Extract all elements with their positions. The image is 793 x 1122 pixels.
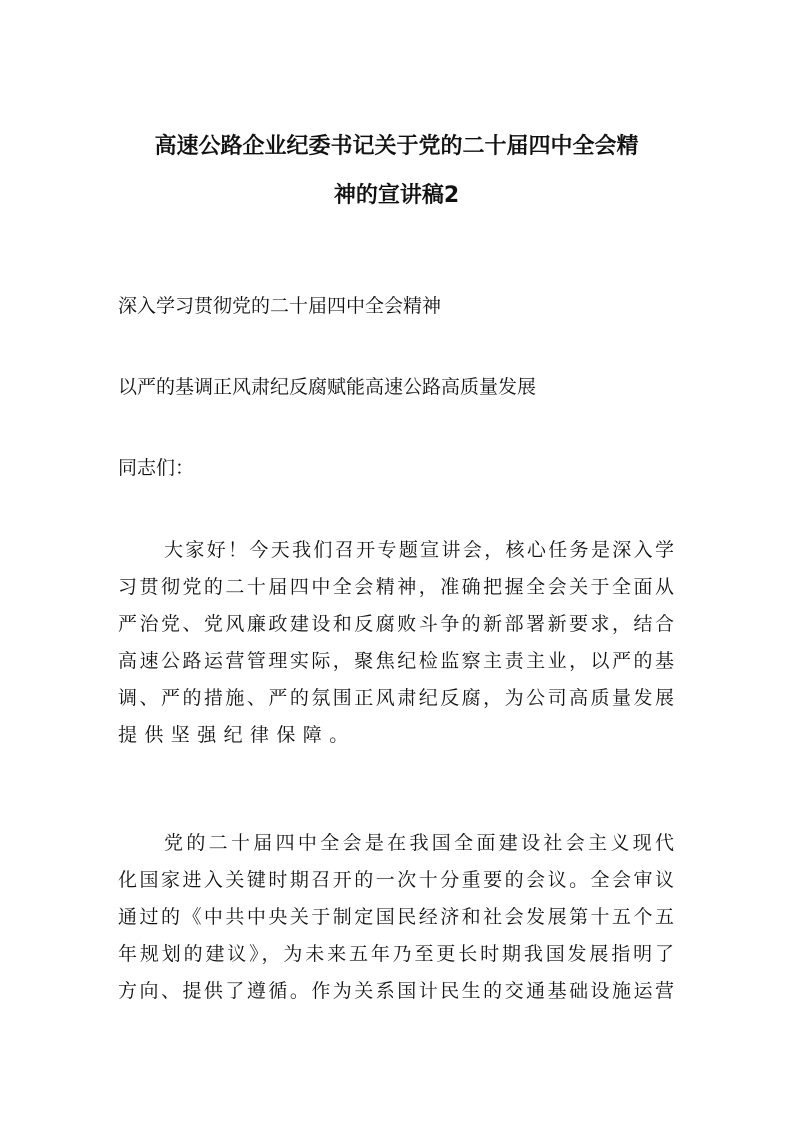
paragraph-line: 年规划的建议》，为未来五年乃至更长时期我国发展指明了 — [118, 943, 674, 965]
paragraph-line: 习贯彻党的二十届四中全会精神，准确把握全会关于全面从 — [118, 576, 674, 598]
paragraph-line: 通过的《中共中央关于制定国民经济和社会发展第十五个五 — [118, 906, 674, 928]
paragraph-line: 调、严的措施、严的氛围正风肃纪反腐，为公司高质量发展 — [118, 687, 674, 709]
subtitle-2: 以严的基调正风肃纪反腐赋能高速公路高质量发展 — [118, 376, 537, 398]
paragraph-line: 大家好！今天我们召开专题宣讲会，核心任务是深入学 — [164, 539, 674, 561]
document-title-line-2: 神的宣讲稿2 — [333, 183, 460, 208]
document-title-line-1: 高速公路企业纪委书记关于党的二十届四中全会精 — [154, 134, 639, 159]
paragraph-line: 化国家进入关键时期召开的一次十分重要的会议。全会审议 — [118, 869, 674, 891]
paragraph-line: 党的二十届四中全会是在我国全面建设社会主义现代 — [164, 832, 674, 854]
paragraph-line: 严治党、党风廉政建设和反腐败斗争的新部署新要求，结合 — [118, 613, 674, 635]
paragraph-line: 高速公路运营管理实际，聚焦纪检监察主责主业，以严的基 — [118, 650, 674, 672]
greeting: 同志们： — [118, 457, 195, 479]
paragraph-line: 提供坚强纪律保障。 — [118, 724, 356, 746]
paragraph-line: 方向、提供了遵循。作为关系国计民生的交通基础设施运营 — [118, 980, 674, 1002]
subtitle-1: 深入学习贯彻党的二十届四中全会精神 — [118, 295, 442, 317]
